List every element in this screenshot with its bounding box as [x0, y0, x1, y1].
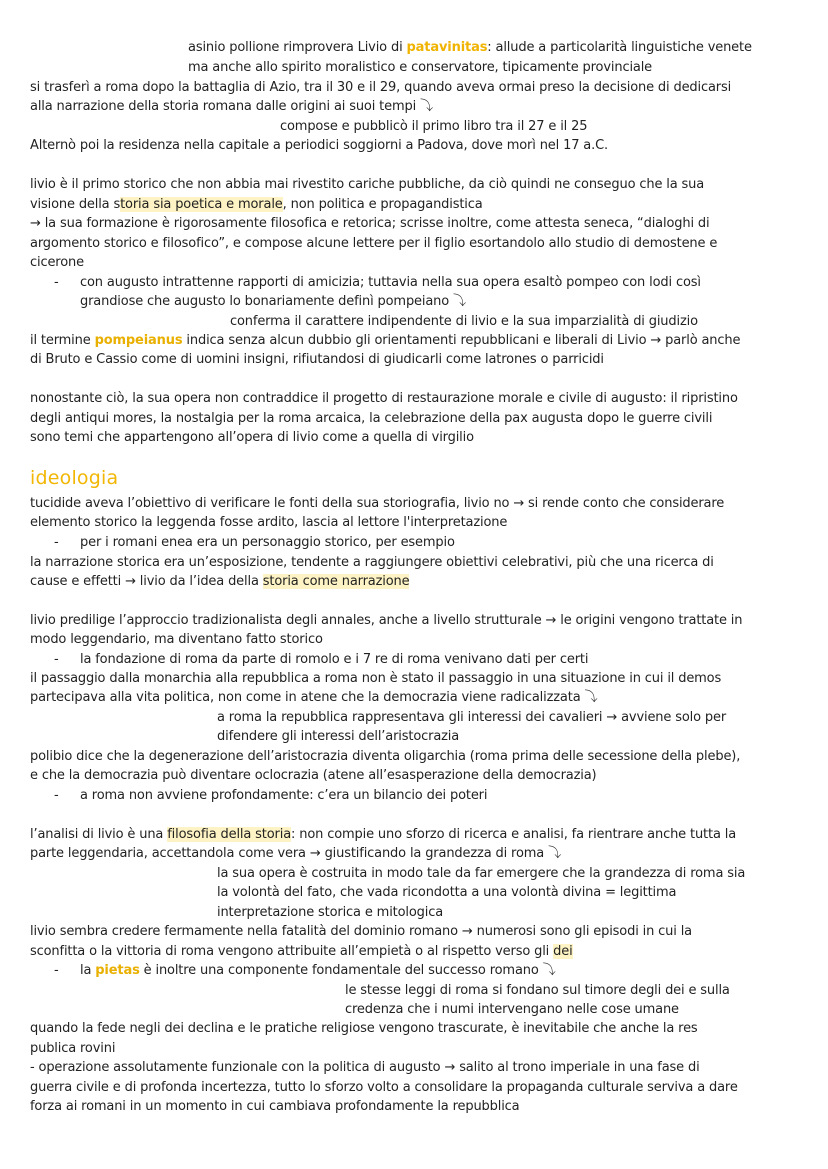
highlight-storia-poetica: toria sia poetica e morale [120, 197, 283, 212]
line-grandezza: parte leggendaria, accettandola come vera → giustificando la grandezza di roma ⤵ [30, 846, 561, 861]
line-atene: partecipava alla vita politica, non come in atene che la democrazia viene radicalizzata ⤵ [30, 690, 598, 705]
bullet-dash: - [54, 963, 59, 978]
line-repubblica: forza ai romani in un momento in cui cambiava profondamente la repubblica [30, 1099, 520, 1114]
line-empieta: sconfitta o la vittoria di roma vengono attribuite all’empietà o al rispetto verso gli dei [30, 944, 573, 959]
bullet-dash: - [54, 652, 59, 667]
line-cavalieri: a roma la repubblica rappresentava gli interessi dei cavalieri → avviene solo per [217, 710, 727, 725]
line-operazione: - operazione assolutamente funzionale con la politica di augusto → salito al trono imperiale in una fase di [30, 1060, 700, 1075]
line-fato: la volontà del fato, che vada ricondotta a una volontà divina = legittima [217, 885, 677, 900]
line-argomento: argomento storico e filosofico”, e compose alcune lettere per il figlio esortandolo allo studio di demostene e [30, 236, 718, 251]
section-heading-ideologia: ideologia [30, 467, 119, 489]
line-opera-costruita: la sua opera è costruita in modo tale da far emergere che la grandezza di roma sia [217, 866, 746, 881]
line-storia-narrazione: cause e effetti → livio da l’idea della storia come narrazione [30, 574, 410, 589]
keyword-patavinitas: patavinitas [406, 40, 488, 55]
line-oclocrazia: e che la democrazia può diventare oclocrazia (atene all’esasperazione della democrazia) [30, 768, 597, 783]
line-primo-storico: livio è il primo storico che non abbia mai rivestito cariche pubbliche, da ciò quindi ne conseguo che la sua [30, 177, 705, 192]
highlight-dei: dei [553, 944, 573, 959]
highlight-filosofia-della-storia: filosofia della storia [167, 827, 292, 842]
line-pompeiano: grandiose che augusto lo bonariamente definì pompeiano ⤵ [80, 294, 466, 309]
line-cicerone: cicerone [30, 255, 84, 270]
keyword-pompeianus: pompeianus [94, 333, 183, 348]
line-guerra-civile: guerra civile e di profonda incertezza, tutto lo sforzo volto a consolidare la propaganda culturale serviva a dare [30, 1080, 738, 1095]
line-leggi: le stesse leggi di roma si fondano sul timore degli dei e sulla [345, 983, 730, 998]
line-conferma: conferma il carattere indipendente di livio e la sua imparzialità di giudizio [230, 314, 698, 329]
line-polibio: polibio dice che la degenerazione dell’aristocrazia diventa oligarchia (roma prima delle secessione della plebe), [30, 749, 741, 764]
line-fede: quando la fede negli dei declina e le pratiche religiose vengono trascurate, è inevitabile che anche la res [30, 1021, 698, 1036]
line-fatalita: livio sembra credere fermamente nella fatalità del dominio romano → numerosi sono gli episodi in cui la [30, 924, 692, 939]
line-narrazione: alla narrazione della storia romana dalle origini ai suoi tempi ⤵ [30, 99, 433, 114]
line-patavinitas: asinio pollione rimprovera Livio di patavinitas: allude a particolarità linguistiche venete [188, 40, 752, 55]
line-annales: livio predilige l’approccio tradizionalista degli annales, anche a livello strutturale → le origini vengono trattate in [30, 613, 743, 628]
line-formazione: → la sua formazione è rigorosamente filosofica e retorica; scrisse inoltre, come attesta seneca, “dialoghi di [30, 216, 710, 231]
bullet-dash: - [54, 275, 59, 290]
line-primo-libro: compose e pubblicò il primo libro tra il 27 e il 25 [280, 119, 588, 134]
line-spirito: ma anche allo spirito moralistico e conservatore, tipicamente provinciale [188, 60, 653, 75]
line-bilancio: a roma non avviene profondamente: c’era un bilancio dei poteri [80, 788, 488, 803]
line-enea: per i romani enea era un personaggio storico, per esempio [80, 535, 455, 550]
line-augusto: con augusto intrattenne rapporti di amicizia; tuttavia nella sua opera esaltò pompeo con lodi così [80, 275, 701, 290]
line-rovini: publica rovini [30, 1041, 116, 1056]
keyword-pietas: pietas [95, 963, 140, 978]
highlight-storia-come-narrazione: storia come narrazione [262, 574, 410, 589]
line-romolo: la fondazione di roma da parte di romolo e i 7 re di roma venivano dati per certi [80, 652, 589, 667]
line-bruto-cassio: di Bruto e Cassio come di uomini insigni, rifiutandosi di giudicarli come latrones o parricidi [30, 352, 604, 367]
bullet-dash: - [54, 535, 59, 550]
line-numi: credenza che i numi intervengano nelle cose umane [345, 1002, 679, 1017]
line-tucidide: tucidide aveva l’obiettivo di verificare le fonti della sua storiografia, livio no → si rende conto che considerare [30, 496, 725, 511]
line-pietas: la pietas è inoltre una componente fondamentale del successo romano ⤵ [80, 963, 556, 978]
line-pompeianus: il termine pompeianus indica senza alcun dubbio gli orientamenti repubblicani e liberali di Livio → parlò anche [30, 333, 741, 348]
line-esposizione: la narrazione storica era un’esposizione, tendente a raggiungere obiettivi celebrativi, più che una ricerca di [30, 555, 714, 570]
bullet-dash: - [54, 788, 59, 803]
line-visione: visione della storia sia poetica e morale, non politica e propagandistica [30, 197, 483, 212]
line-nonostante: nonostante ciò, la sua opera non contraddice il progetto di restaurazione morale e civile di augusto: il ripristino [30, 391, 738, 406]
line-leggenda: elemento storico la leggenda fosse ardito, lascia al lettore l'interpretazione [30, 515, 508, 530]
line-filosofia: l’analisi di livio è una filosofia della storia: non compie uno sforzo di ricerca e analisi, fa rientrare anche tutta la [30, 827, 737, 842]
line-mitologica: interpretazione storica e mitologica [217, 905, 444, 920]
line-leggendario: modo leggendario, ma diventano fatto storico [30, 632, 323, 647]
line-azio: si trasferì a roma dopo la battaglia di Azio, tra il 30 e il 29, quando aveva ormai preso la decisione di dedicarsi [30, 80, 732, 95]
line-antiqui-mores: degli antiqui mores, la nostalgia per la roma arcaica, la celebrazione della pax augusta dopo le guerre civili [30, 411, 713, 426]
line-virgilio: sono temi che appartengono all’opera di livio come a quella di virgilio [30, 430, 474, 445]
line-monarchia: il passaggio dalla monarchia alla repubblica a roma non è stato il passaggio in una situazione in cui il demos [30, 671, 722, 686]
line-padova: Alternò poi la residenza nella capitale a periodici soggiorni a Padova, dove morì nel 17 a.C. [30, 138, 609, 153]
line-aristocrazia: difendere gli interessi dell’aristocrazia [217, 729, 460, 744]
